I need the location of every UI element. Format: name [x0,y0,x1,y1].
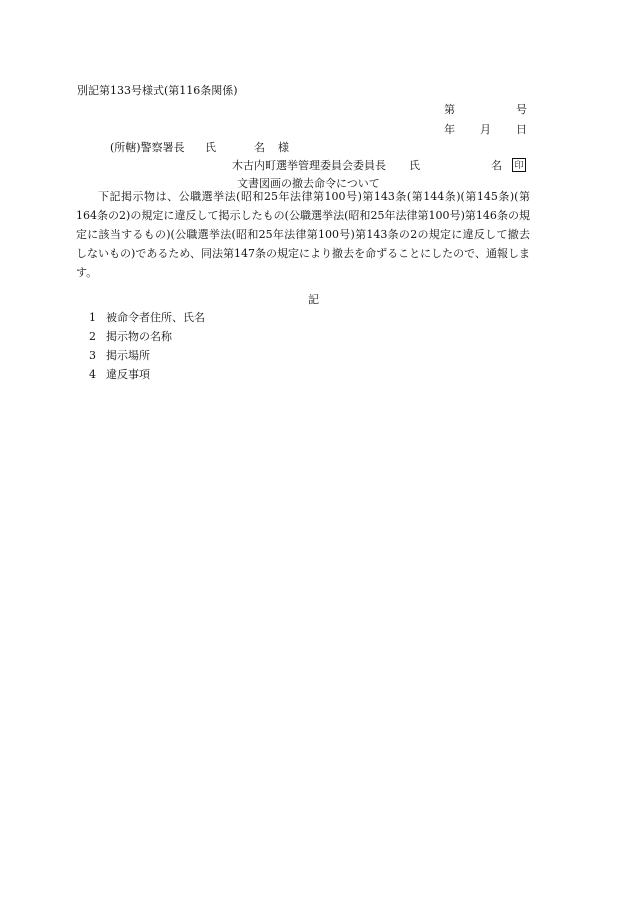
list-item-text: 違反事項 [106,368,150,381]
number-prefix: 第 [444,103,455,116]
ki-heading: 記 [308,293,319,306]
form-title: 別記第133号様式(第116条関係) [77,84,238,97]
addressee-name-label-1: 氏 [205,141,216,154]
list-item-number: 2 [89,330,96,343]
addressee-office: (所轄)警察署長 [110,141,185,154]
list-item-number: 3 [89,349,96,362]
list-item-text: 掲示物の名称 [106,330,172,343]
sender-title: 木古内町選挙管理委員会委員長 [232,159,386,172]
addressee-honorific: 様 [278,141,289,154]
list-item-text: 掲示場所 [106,349,150,362]
body-paragraph: 下記掲示物は、公職選挙法(昭和25年法律第100号)第143条(第144条)(第145条)(第164条の2)の規定に違反して掲示したもの(公職選挙法(昭和25年法律第100号)第146条の規定に該当するもの)(公職選挙法(昭和25年法律第100号)第143条の2の規定に違反して撤去しないもの)であるため、同法第147条の規定により撤去を命ずることにしたので、通報します。 [76,190,530,279]
list-item-number: 4 [89,368,96,381]
number-suffix: 号 [516,103,527,116]
sender-name-label-2: 名 [491,159,502,172]
date-month: 月 [480,123,491,136]
seal-stamp: 印 [512,158,526,172]
list-item-text: 被命令者住所、氏名 [106,311,205,324]
list-item-number: 1 [89,311,96,324]
sender-name-label-1: 氏 [409,159,420,172]
addressee-name-label-2: 名 [254,141,265,154]
date-day: 日 [516,123,527,136]
date-year: 年 [444,123,455,136]
subject-line: 文書図画の撤去命令について [237,177,380,190]
